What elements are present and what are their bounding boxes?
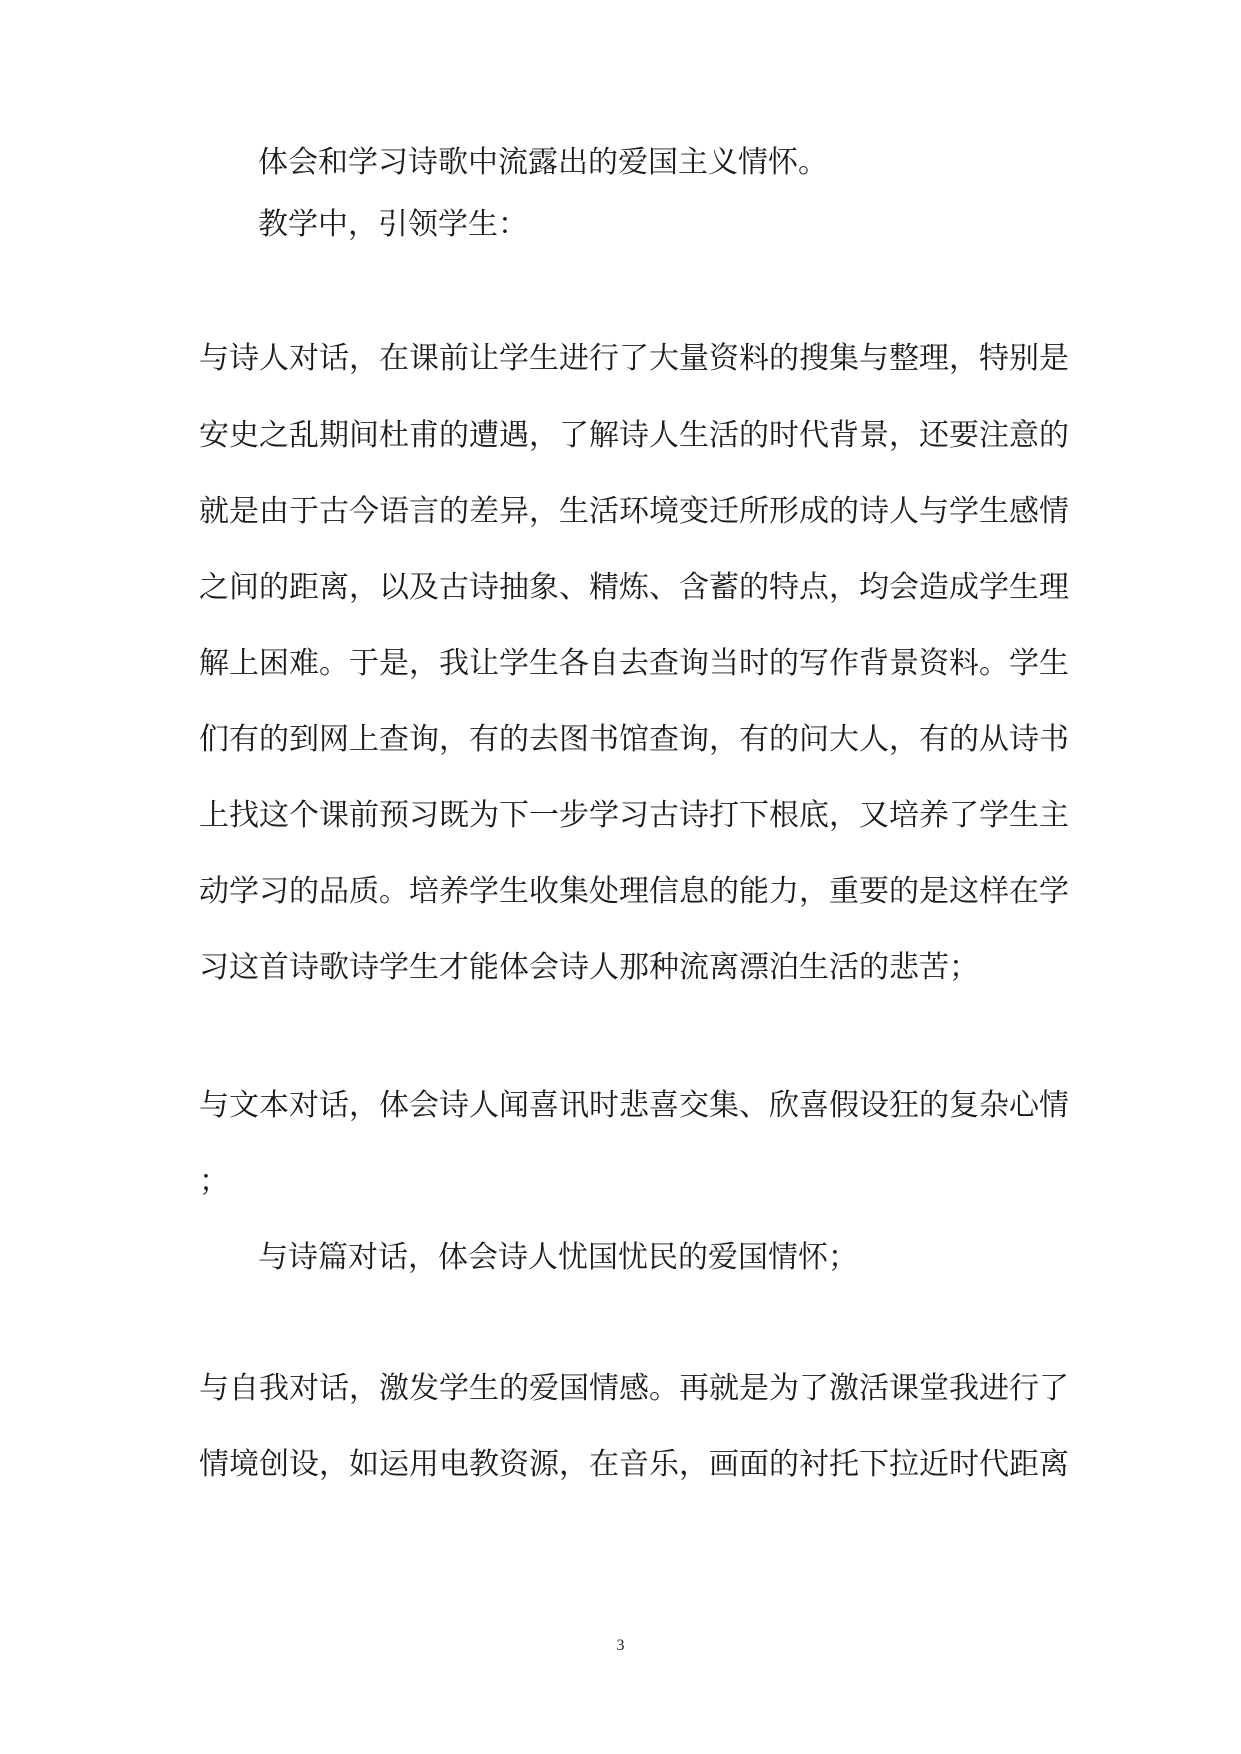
text-line: 与文本对话，体会诗人闻喜讯时悲喜交集、欣喜假设狂的复杂心情 [199, 1088, 1069, 1123]
text-line: 教学中，引领学生： [258, 207, 528, 242]
text-line: 与诗人对话，在课前让学生进行了大量资料的搜集与整理，特别是 [199, 341, 1069, 376]
text-line: 们有的到网上查询，有的去图书馆查询，有的问大人，有的从诗书 [199, 722, 1069, 757]
page-number: 3 [616, 1637, 625, 1654]
text-line: 习这首诗歌诗学生才能体会诗人那种流离漂泊生活的悲苦； [199, 950, 979, 985]
text-line: 情境创设，如运用电教资源，在音乐，画面的衬托下拉近时代距离 [199, 1447, 1069, 1482]
text-line: 之间的距离，以及古诗抽象、精炼、含蓄的特点，均会造成学生理 [199, 570, 1069, 605]
text-line: ； [199, 1164, 229, 1199]
text-line: 体会和学习诗歌中流露出的爱国主义情怀。 [258, 145, 828, 180]
text-line: 与诗篇对话，体会诗人忧国忧民的爱国情怀； [258, 1240, 858, 1275]
text-line: 与自我对话，激发学生的爱国情感。再就是为了激活课堂我进行了 [199, 1371, 1069, 1406]
text-line: 上找这个课前预习既为下一步学习古诗打下根底，又培养了学生主 [199, 798, 1069, 833]
text-line: 就是由于古今语言的差异，生活环境变迁所形成的诗人与学生感情 [199, 494, 1069, 529]
text-line: 动学习的品质。培养学生收集处理信息的能力，重要的是这样在学 [199, 874, 1069, 909]
text-line: 安史之乱期间杜甫的遭遇，了解诗人生活的时代背景，还要注意的 [199, 418, 1069, 453]
text-line: 解上困难。于是，我让学生各自去查询当时的写作背景资料。学生 [199, 646, 1069, 681]
